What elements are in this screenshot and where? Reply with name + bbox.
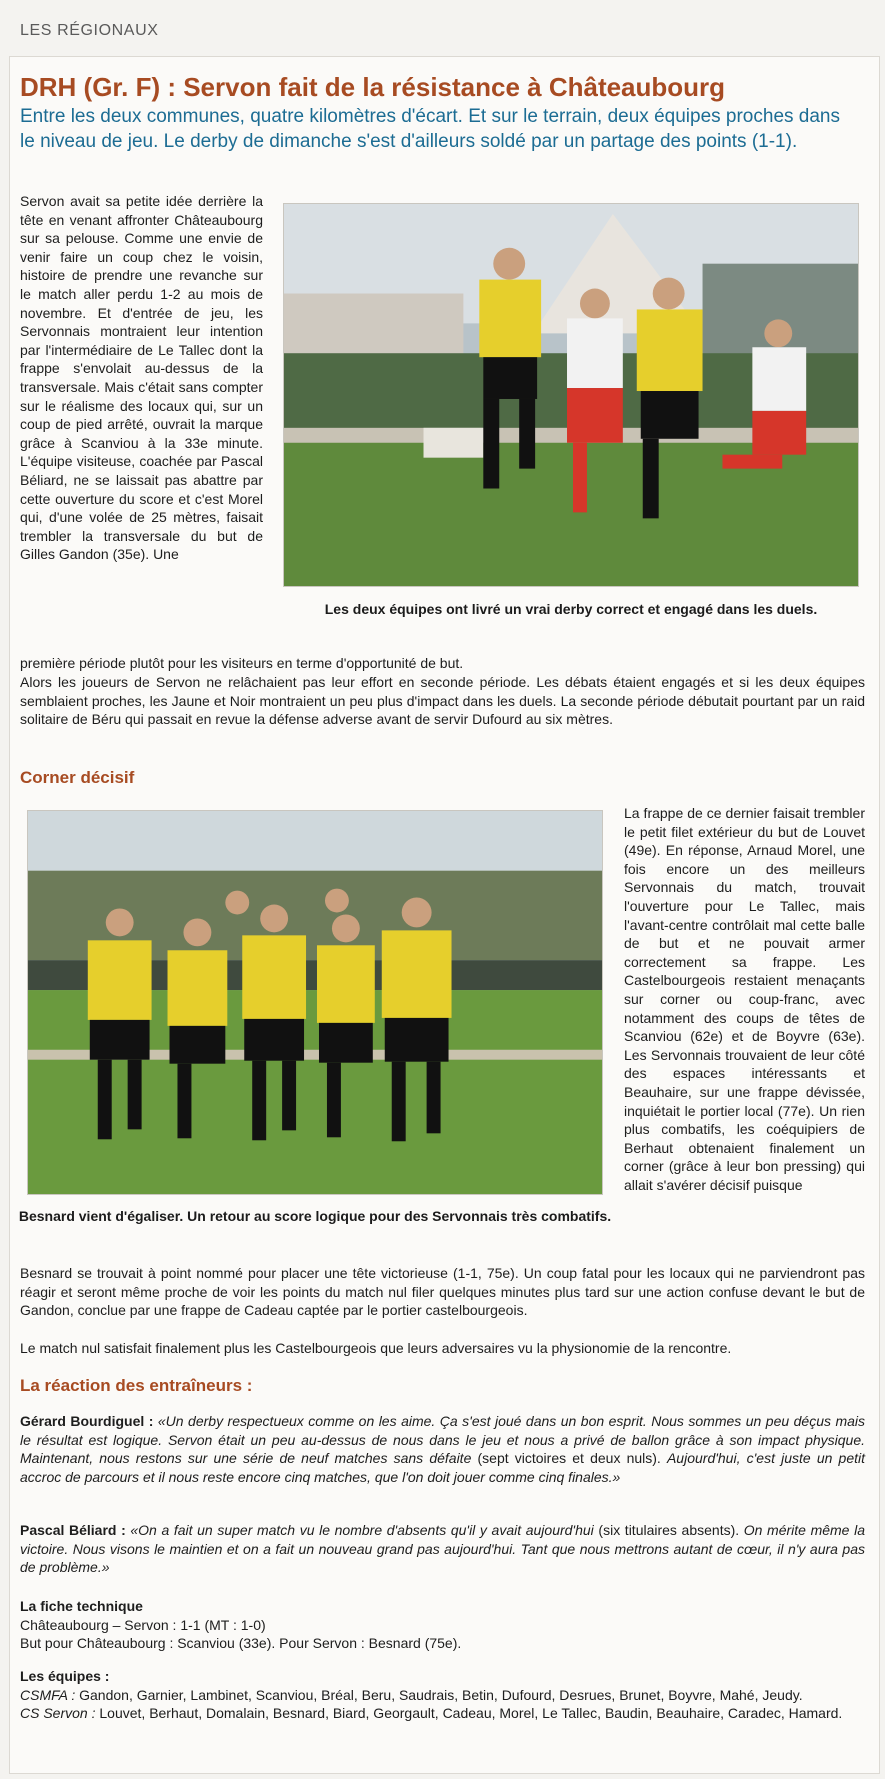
- match-sheet: [20, 1597, 865, 1653]
- photo-celebration-caption: Besnard vient d'égaliser. Un retour au score logique pour des Servonnais très combatifs.: [18, 1208, 612, 1224]
- lineup-home: [20, 1686, 865, 1705]
- team-name: CS Servon :: [20, 1705, 96, 1722]
- paragraph-first-half-end: première période plutôt pour les visiteurs en terme d'opportunité de but.: [20, 655, 464, 671]
- lineups-title: Les équipes :: [20, 1668, 110, 1684]
- subhead-corner: Corner décisif: [20, 768, 135, 787]
- team-players: Gandon, Garnier, Lambinet, Scanviou, Bréal, Beru, Saudrais, Betin, Dufourd, Desrues, Brunet, Boyvre, Mahé, Jeudy.: [75, 1686, 803, 1703]
- article-title: DRH (Gr. F) : Servon fait de la résistance à Châteaubourg: [20, 72, 726, 102]
- coach-quote-beliard: [20, 1521, 865, 1577]
- article-lead: Entre les deux communes, quatre kilomètres d'écart. Et sur le terrain, deux équipes proches dans le niveau de jeu. Le derby de dimanche s'est d'ailleurs soldé par un partage des points (1-1).: [20, 106, 840, 152]
- coach-quote-bourdiguel: [20, 1412, 865, 1486]
- coach-quote-text-end: On mérite même la victoire. Nous visons le maintien et on a fait un nouveau grand pas aujourd'hui. Tant que nous mettrons autant de cœur, il n'y aura pas de problème.»: [20, 1522, 865, 1576]
- match-photo-duel: [283, 203, 859, 587]
- paragraph-equalizer: Besnard se trouvait à point nommé pour placer une tête victorieuse (1-1, 75e). Un coup fatal pour les locaux qui ne parviendront pas réagir et seront même proche de voir les points du match nul filer quelques minutes plus tard sur une action confuse devant le but de Gandon, conclue par une frappe de Cadeau captée par le portier castelbourgeois.: [20, 1265, 865, 1319]
- match-score-line: Châteaubourg – Servon : 1-1 (MT : 1-0): [20, 1616, 266, 1633]
- corner-column: La frappe de ce dernier faisait trembler le petit filet extérieur du but de Louvet (49e). En réponse, Arnaud Morel, une fois encore un des meilleurs Servonnais du match, trouvait l'ouverture pour Le Tallec, mais l'avant-centre contrôlait mal cette balle de but et ne pouvait armer correctement sa frappe. Les Castelbourgeois restaient menaçants sur corner ou coup-franc, avec notamment des coups de têtes de Scanviou (62e) et de Boyvre (63e). Les Servonnais trouvaient de leur côté des espaces intéressants et Beauhaire, sur une frappe dévissée, inquiétait le portier local (77e). Un rien plus combatifs, les coéquipiers de Berhaut obtenaient finalement un corner (grâce à leur bon pressing) qui allait s'avérer décisif puisque: [624, 805, 865, 1193]
- team-name: CSMFA :: [20, 1686, 76, 1703]
- match-scorers-line: But pour Châteaubourg : Scanviou (33e). Pour Servon : Besnard (75e).: [20, 1635, 462, 1652]
- team-players: Louvet, Berhaut, Domalain, Besnard, Biard, Georgault, Cadeau, Morel, Le Tallec, Baudin, Beauhaire, Caradec, Hamard.: [95, 1705, 843, 1722]
- lineup-away: [20, 1704, 865, 1723]
- paragraph-second-half: Alors les joueurs de Servon ne relâchaient pas leur effort en seconde période. Les débats étaient engagés et si les deux équipes semblaient proches, les Jaune et Noir montraient un peu plus d'impact dans les duels. La seconde période débutait pourtant par un raid solitaire de Béru qui passait en revue la défense adverse avant de servir Dufourd au six mètres.: [20, 674, 865, 728]
- coach-quote-text-end: Aujourd'hui, c'est juste un petit accroc de parcours et il nous reste encore cinq matches, que l'on doit jouer comme cinq finales.»: [20, 1450, 866, 1485]
- coach-quote-aside: (six titulaires absents).: [593, 1522, 744, 1538]
- coach-quote-text: «On a fait un super match vu le nombre d'absents qu'il y avait aujourd'hui: [130, 1522, 594, 1538]
- coach-quote-text: «Un derby respectueux comme on les aime. Ça s'est joué dans un bon esprit. Nous sommes un peu déçus mais le résultat est logique. Servon était un peu au-dessus de nous dans le jeu et nous a privé de ballon grâce à son impact physique. Maintenant, nous restons sur une série de neuf matches sans défaite: [20, 1413, 866, 1467]
- paragraph-conclusion: Le match nul satisfait finalement plus les Castelbourgeois que leurs adversaires vu la physionomie de la rencontre.: [20, 1340, 732, 1356]
- section-label: LES RÉGIONAUX: [20, 22, 159, 39]
- coach-name: Pascal Béliard :: [20, 1522, 126, 1538]
- coach-name: Gérard Bourdiguel :: [20, 1413, 154, 1429]
- coach-quote-aside: (sept victoires et deux nuls).: [471, 1450, 667, 1467]
- team-lineups: [20, 1667, 865, 1723]
- intro-column: Servon avait sa petite idée derrière la tête en venant affronter Châteaubourg sur sa pelouse. Comme une envie de venir faire un coup chez le voisin, histoire de prendre une revanche sur le match aller perdu 1-2 au mois de novembre. Et d'entrée de jeu, les Servonnais montraient leur intention par l'intermédiaire de Le Tallec dont la frappe s'envolait au-dessus de la transversale. Mais c'était sans compter sur le réalisme des locaux qui, sur un coup de pied arrêté, ouvrait la marque grâce à Scanviou à la 33e minute. L'équipe visiteuse, coachée par Pascal Béliard, ne se laissait pas abattre par cette ouverture du score et c'est Morel qui, d'une volée de 25 mètres, faisait trembler la transversale du but de Gilles Gandon (35e). Une: [20, 193, 263, 563]
- match-sheet-title: La fiche technique: [20, 1598, 143, 1614]
- subhead-reaction: La réaction des entraîneurs :: [20, 1376, 253, 1395]
- photo-duel-caption: Les deux équipes ont livré un vrai derby correct et engagé dans les duels.: [324, 601, 818, 617]
- match-photo-celebration: [27, 810, 603, 1195]
